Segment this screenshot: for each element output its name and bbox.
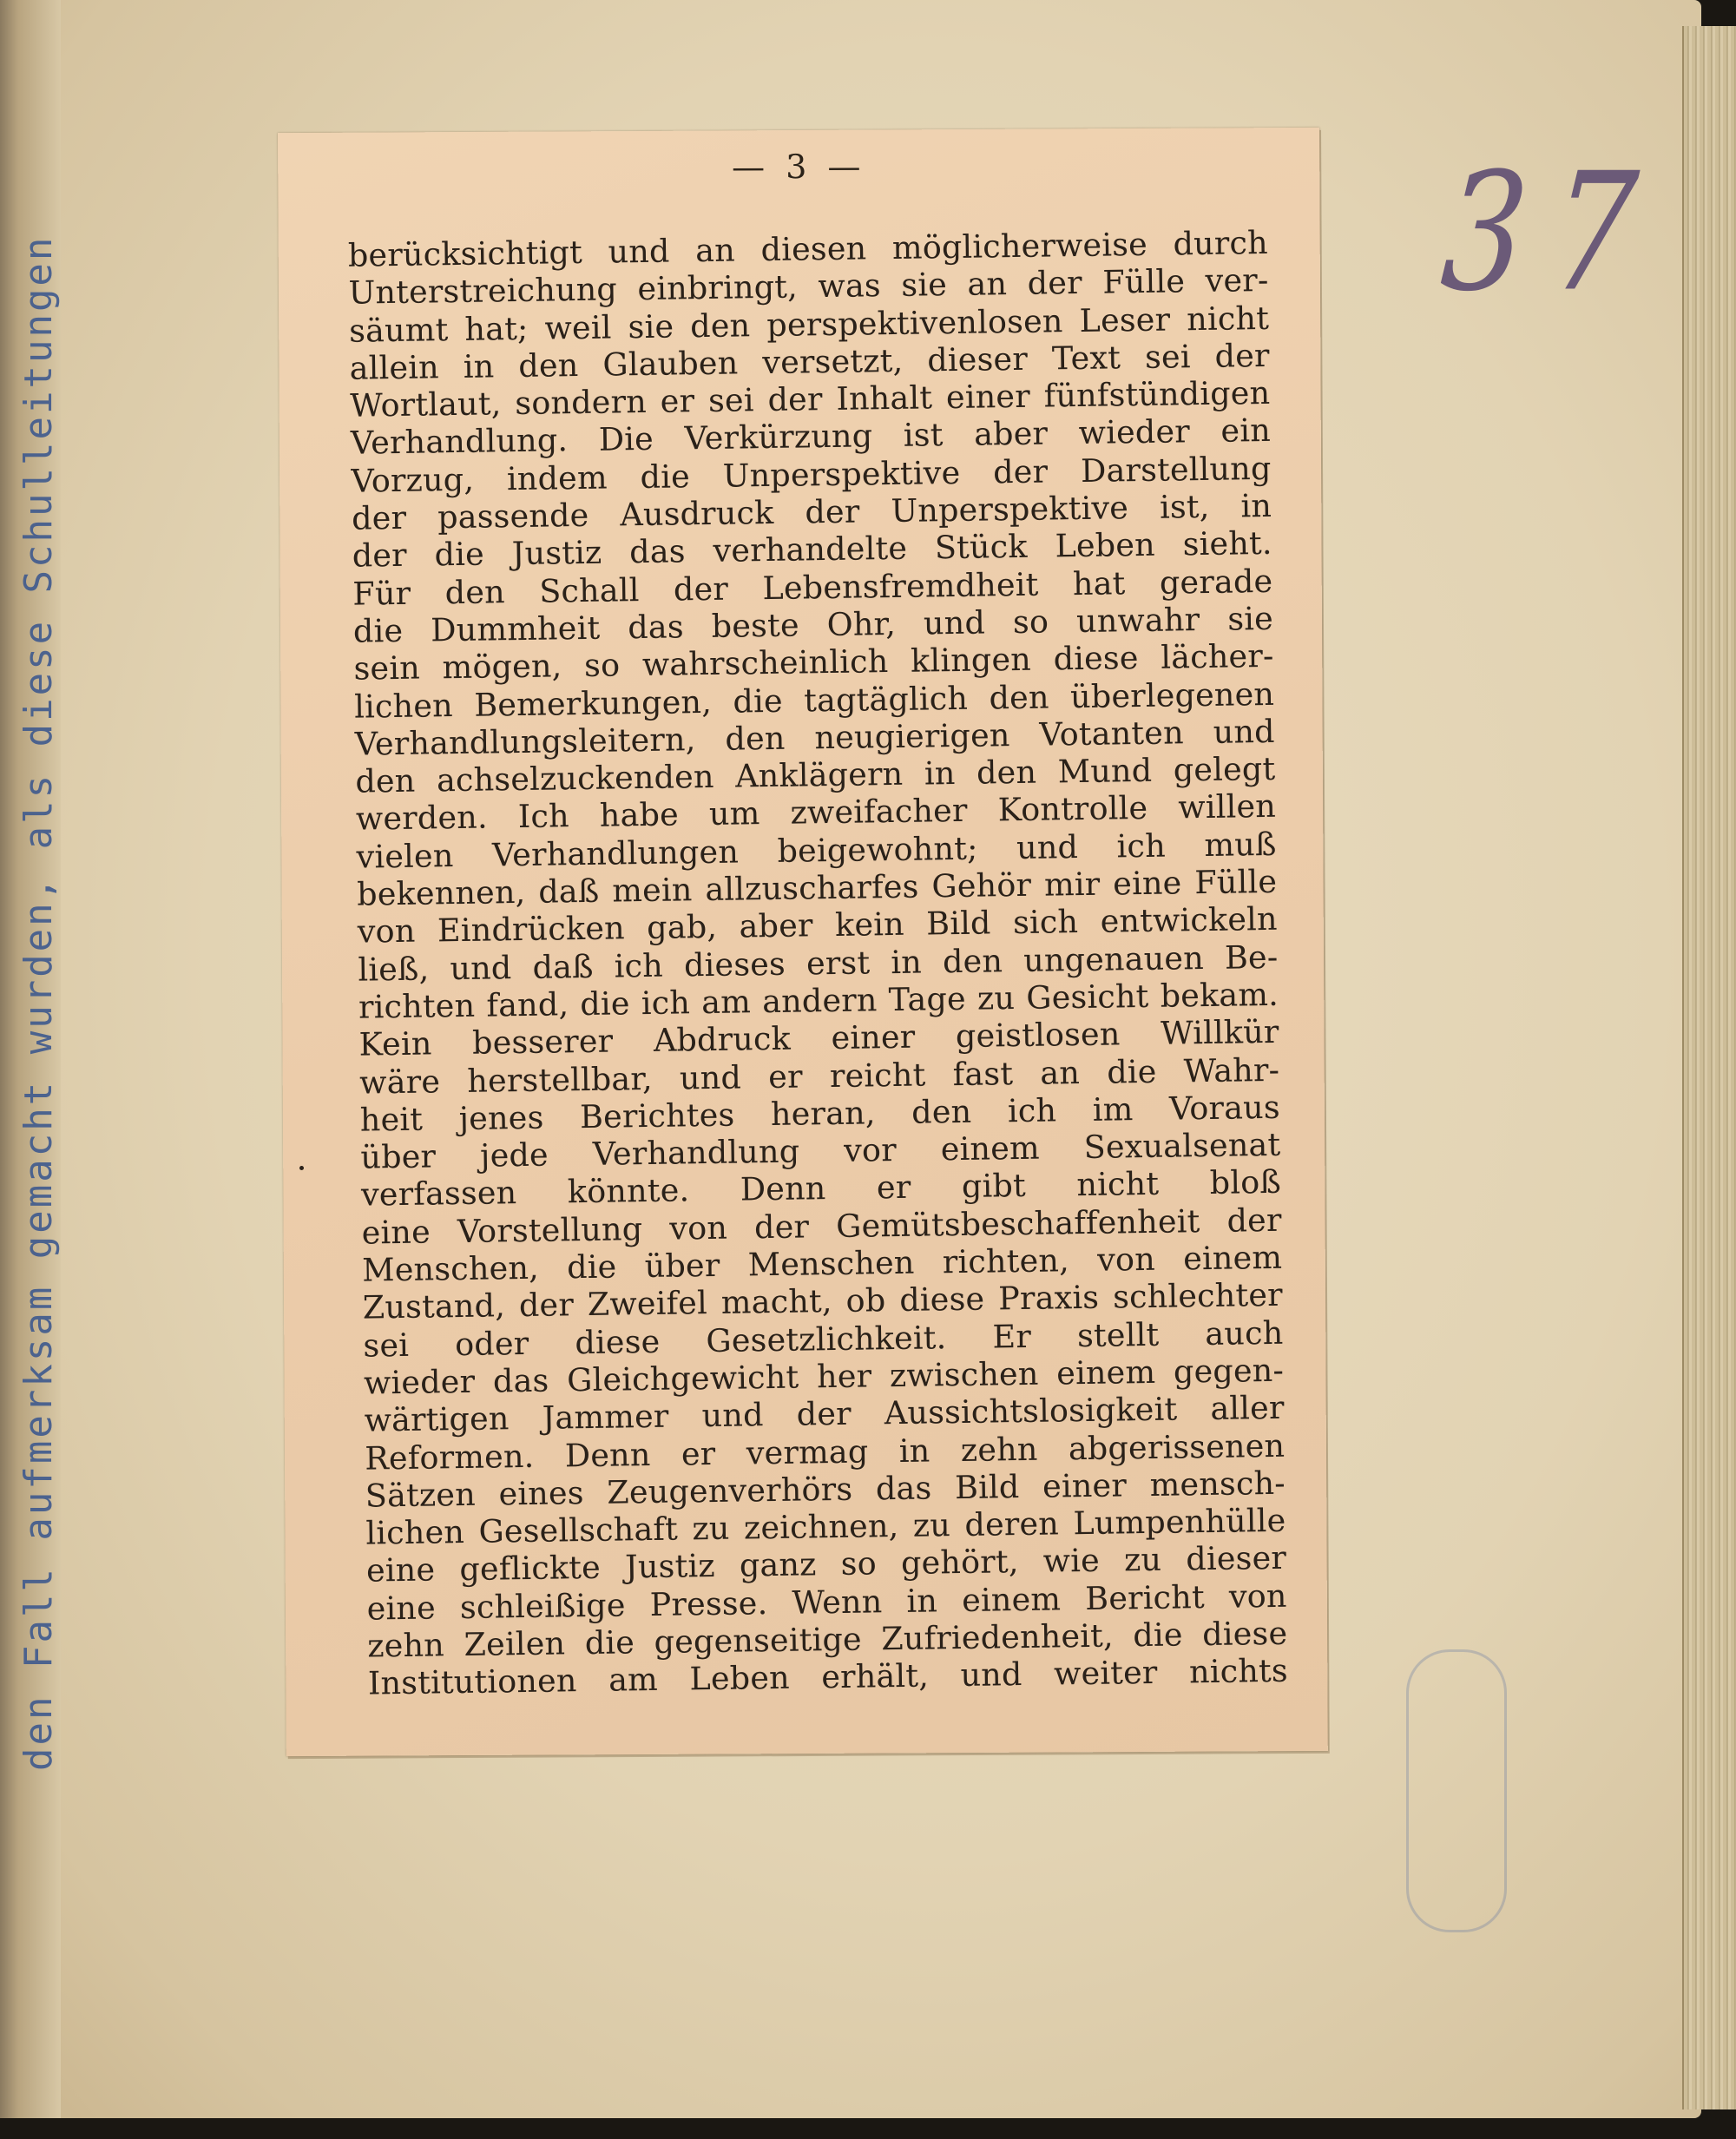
article-line: wärtigen Jammer und der Aussichtslosigkeit aller — [364, 1388, 1285, 1439]
article-line: Unterstreichung einbringt, was sie an der Fülle ver- — [348, 261, 1269, 313]
article-line: allein in den Glauben versetzt, dieser Text sei der — [349, 336, 1270, 387]
article-line: eine Vorstellung von der Gemütsbeschaffenheit der — [361, 1201, 1282, 1252]
article-line: richten fand, die ich am andern Tage zu Gesicht bekam. — [358, 975, 1279, 1026]
article-line: Reformen. Denn er vermag in zehn abgerissenen — [364, 1426, 1286, 1478]
article-line: den achselzuckenden Anklägern in den Mund gelegt — [355, 750, 1276, 800]
article-line: sei oder diese Gesetzlichkeit. Er stellt auch — [363, 1313, 1284, 1365]
article-line: Menschen, die über Menschen richten, von einem — [361, 1238, 1283, 1289]
article-line: bekennen, daß mein allzuscharfes Gehör mir eine Fülle — [356, 862, 1278, 913]
article-line: lichen Gesellschaft zu zeichnen, zu deren Lumpenhülle — [365, 1501, 1286, 1552]
article-line: werden. Ich habe um zweifacher Kontrolle willen — [355, 787, 1277, 839]
article-line: der die Justiz das verhandelte Stück Leben sieht. — [352, 524, 1272, 576]
stacked-page-edges — [1682, 26, 1736, 2109]
article-line: Sätzen eines Zeugenverhörs das Bild einer mensch- — [365, 1464, 1286, 1515]
article-line: Institutionen am Leben erhält, und weiter nichts — [367, 1652, 1289, 1702]
handwritten-folio-number: 37 — [1435, 139, 1669, 328]
clipping-page-number: — 3 — — [731, 147, 866, 187]
article-line: Kein besserer Abdruck einer geistlosen Willkür — [358, 1013, 1279, 1063]
article-line: Verhandlungsleitern, den neugierigen Votanten und — [354, 712, 1275, 763]
faint-stamp-mark — [1406, 1649, 1507, 1932]
ink-speck — [299, 1166, 304, 1170]
article-line: Wortlaut, sondern er sei der Inhalt einer fünfstündigen — [350, 374, 1271, 425]
article-line: Zustand, der Zweifel macht, ob diese Praxis schlechter — [362, 1276, 1284, 1326]
article-line: verfassen könnte. Denn er gibt nicht bloß — [360, 1163, 1282, 1214]
clipping-article-text — [348, 224, 1288, 1702]
article-line: wieder das Gleichgewicht her zwischen einem gegen- — [363, 1351, 1285, 1402]
article-line: die Dummheit das beste Ohr, und so unwahr sie — [352, 599, 1274, 650]
newspaper-clipping — [278, 128, 1328, 1756]
article-line: säumt hat; weil sie den perspektivenlosen Leser nicht — [348, 299, 1270, 350]
article-line: zehn Zeilen die gegenseitige Zufriedenheit, die diese — [367, 1614, 1288, 1665]
article-line: sein mögen, so wahrscheinlich klingen diese lächer- — [353, 637, 1274, 688]
article-line: berücksichtigt und an diesen möglicherweise durch — [347, 223, 1269, 274]
typewritten-margin-note: den Fall aufmerksam gemacht wurden, als diese Schulleitungen — [16, 234, 61, 1771]
article-line: über jede Verhandlung vor einem Sexualsenat — [360, 1125, 1281, 1176]
article-line: Verhandlung. Die Verkürzung ist aber wieder ein — [350, 411, 1272, 463]
article-line: ließ, und daß ich dieses erst in den ungenauen Be- — [358, 938, 1279, 989]
article-line: der passende Ausdruck der Unperspektive ist, in — [351, 486, 1272, 537]
article-line: von Eindrücken gab, aber kein Bild sich entwickeln — [357, 900, 1279, 951]
article-line: lichen Bemerkungen, die tagtäglich den überlegenen — [353, 675, 1275, 726]
article-line: Vorzug, indem die Unperspektive der Darstellung — [351, 449, 1272, 500]
article-line: eine schleißige Presse. Wenn in einem Bericht von — [366, 1576, 1287, 1628]
article-line: eine geflickte Justiz ganz so gehört, wie zu dieser — [365, 1539, 1287, 1589]
article-line: wäre herstellbar, und er reicht fast an die Wahr- — [358, 1050, 1280, 1102]
article-line: vielen Verhandlungen beigewohnt; und ich muß — [356, 825, 1277, 876]
article-line: heit jenes Berichtes heran, den ich im Voraus — [359, 1088, 1281, 1139]
article-line: Für den Schall der Lebensfremdheit hat gerade — [352, 562, 1273, 613]
